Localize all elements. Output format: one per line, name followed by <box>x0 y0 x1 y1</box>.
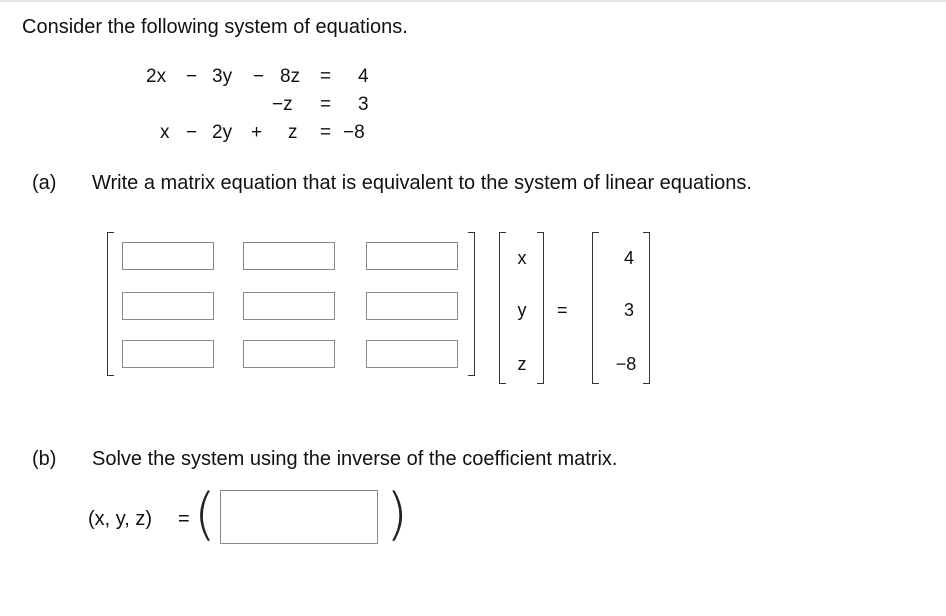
top-divider <box>0 0 946 2</box>
matrix-input-r1c2[interactable] <box>243 242 335 270</box>
eq1-term3: 8z <box>280 66 301 87</box>
part-b-label: (b) <box>32 448 57 470</box>
solution-input[interactable] <box>220 490 378 544</box>
part-a-label: (a) <box>32 172 57 194</box>
eq3-equals: = <box>320 122 332 143</box>
matrix-input-r1c1[interactable] <box>122 242 214 270</box>
variable-y: y <box>517 300 527 320</box>
eq3-op2: + <box>251 122 263 143</box>
constant-2: 3 <box>623 300 634 320</box>
eq2-term: −z <box>272 94 293 115</box>
matrix-right-bracket <box>468 232 475 376</box>
eq3-rhs: −8 <box>343 122 365 143</box>
variable-x: x <box>517 248 527 268</box>
eq1-op1: − <box>186 66 198 87</box>
matrix-input-r3c3[interactable] <box>366 340 458 368</box>
eq2-rhs: 3 <box>358 94 369 115</box>
part-b-prompt <box>32 448 617 471</box>
eq2-equals: = <box>320 94 332 115</box>
matrix-input-r2c1[interactable] <box>122 292 214 320</box>
matrix-input-r3c1[interactable] <box>122 340 214 368</box>
solution-prefix: (x, y, z) <box>88 508 153 530</box>
eq3-op1: − <box>186 122 198 143</box>
eq1-term2: 3y <box>212 66 233 87</box>
solution-equals: = <box>178 508 190 530</box>
matrix-input-r3c2[interactable] <box>243 340 335 368</box>
left-paren: ( <box>194 482 216 547</box>
eq3-term2: 2y <box>212 122 233 143</box>
variable-z: z <box>517 354 527 374</box>
eq1-equals: = <box>320 66 332 87</box>
eq1-op2: − <box>253 66 265 87</box>
constant-vector-left-bracket <box>592 232 599 384</box>
eq1-rhs: 4 <box>358 66 369 87</box>
matrix-left-bracket <box>107 232 114 376</box>
matrix-input-r2c3[interactable] <box>366 292 458 320</box>
right-paren: ) <box>386 482 408 547</box>
constant-1: 4 <box>623 248 634 268</box>
matrix-input-r1c3[interactable] <box>366 242 458 270</box>
part-a-prompt <box>32 172 752 195</box>
matrix-equals-sign: = <box>557 300 568 320</box>
constant-3: −8 <box>615 354 637 374</box>
matrix-input-r2c2[interactable] <box>243 292 335 320</box>
problem-intro: Consider the following system of equations. <box>22 16 408 38</box>
eq1-term1: 2x <box>146 66 167 87</box>
eq3-term1: x <box>160 122 170 143</box>
eq3-term3: z <box>288 122 298 143</box>
part-b-text: Solve the system using the inverse of the coefficient matrix. <box>92 448 618 470</box>
part-a-text: Write a matrix equation that is equivalent to the system of linear equations. <box>92 172 752 194</box>
